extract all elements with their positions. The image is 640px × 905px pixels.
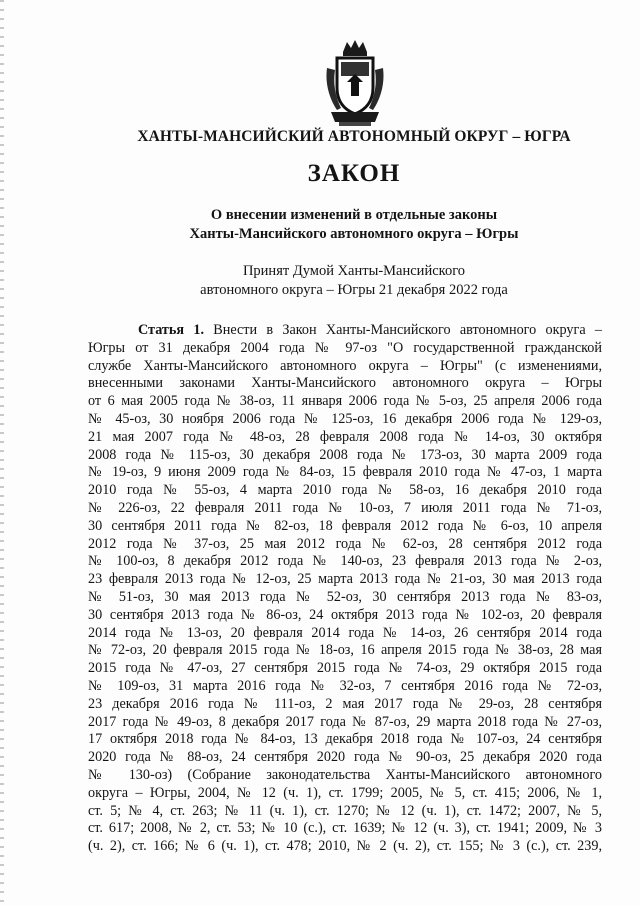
article-line: 23 декабря 2016 года № 111-оз, 2 мая 2017 года № 29-оз, 28 сентября (88, 695, 602, 712)
article-line: 23 февраля 2013 года № 12-оз, 25 марта 2013 года № 21-оз, 30 мая 2013 года (88, 571, 602, 588)
article-line: Югры от 31 декабря 2004 года № 97-оз "О государственной гражданской (88, 339, 602, 356)
article-line: от 6 мая 2005 года № 38-оз, 11 января 2006 года № 5-оз, 25 апреля 2006 года (88, 393, 602, 410)
article-line: 17 октября 2018 года № 84-оз, 13 декабря 2018 года № 107-оз, 24 сентября (88, 731, 602, 748)
article-line: службе Ханты-Мансийского автономного округа – Югры" (с изменениями, (88, 357, 602, 374)
article-lines (88, 340, 602, 856)
article-line: № 100-оз, 8 декабря 2012 года № 140-оз, 23 февраля 2013 года № 2-оз, (88, 553, 602, 570)
article-line: 2014 года № 13-оз, 20 февраля 2014 года № 14-оз, 26 сентября 2014 года (88, 624, 602, 641)
article-line: 30 сентября 2013 года № 86-оз, 24 октября 2013 года № 102-оз, 20 февраля (88, 606, 602, 623)
article-line: 30 сентября 2011 года № 82-оз, 18 февраля 2012 года № 6-оз, 10 апреля (88, 517, 602, 534)
article-line: № 51-оз, 30 мая 2013 года № 52-оз, 30 сентября 2013 года № 83-оз, (88, 588, 602, 605)
article-line: 2012 года № 37-оз, 25 мая 2012 года № 62-оз, 28 сентября 2012 года (88, 535, 602, 552)
region-heading: ХАНТЫ-МАНСИЙСКИЙ АВТОНОМНЫЙ ОКРУГ – ЮГРА (137, 128, 571, 145)
adoption-note (0, 262, 640, 300)
document-type-title: ЗАКОН (307, 160, 401, 187)
article-line: № 130-оз) (Собрание законодательства Ханты-Мансийского автономного (88, 766, 602, 783)
article-line: округа – Югры, 2004, № 12 (ч. 1), ст. 1799; 2005, № 5, ст. 415; 2006, № 1, (88, 784, 602, 801)
adoption-note-line: автономного округа – Югры 21 декабря 2022 года (200, 282, 508, 298)
article-1-text (88, 322, 602, 856)
article-label: Статья 1. (138, 322, 204, 338)
article-line: № 72-оз, 20 февраля 2015 года № 18-оз, 16 апреля 2015 года № 38-оз, 28 мая (88, 642, 602, 659)
article-line: 2015 года № 47-оз, 27 сентября 2015 года № 74-оз, 29 октября 2015 года (88, 660, 602, 677)
article-line: ст. 617; 2008, № 2, ст. 53; № 10 (с.), ст. 1639; № 12 (ч. 3), ст. 1941; 2009, № 3 (88, 820, 602, 837)
law-subject (0, 206, 640, 244)
article-line: № 226-оз, 22 февраля 2011 года № 10-оз, 7 июля 2011 года № 71-оз, (88, 499, 602, 516)
article-line: ст. 5; № 4, ст. 263; № 11 (ч. 1), ст. 1270; № 12 (ч. 1), ст. 1472; 2007, № 5, (88, 802, 602, 819)
article-line: № 45-оз, 30 ноября 2006 года № 125-оз, 16 декабря 2006 года № 129-оз, (88, 410, 602, 427)
article-line: № 19-оз, 9 июня 2009 года № 84-оз, 15 февраля 2010 года № 47-оз, 1 марта (88, 464, 602, 481)
article-first-line (88, 322, 602, 340)
coat-of-arms-icon (323, 38, 387, 128)
adoption-note-line: Принят Думой Ханты-Мансийского (242, 263, 466, 279)
law-subject-line: Ханты-Мансийского автономного округа – Югры (189, 226, 519, 242)
article-line: 2017 года № 49-оз, 8 декабря 2017 года № 87-оз, 29 марта 2018 года № 27-оз, (88, 713, 602, 730)
article-line: № 109-оз, 31 марта 2016 года № 32-оз, 7 сентября 2016 года № 72-оз, (88, 677, 602, 694)
article-line: 2008 года № 115-оз, 30 декабря 2008 года № 173-оз, 30 марта 2009 года (88, 446, 602, 463)
law-subject-line: О внесении изменений в отдельные законы (210, 207, 498, 223)
article-line: (ч. 2), ст. 166; № 6 (ч. 1), ст. 478; 2010, № 2 (ч. 2), ст. 155; № 3 (с.), ст. 239, (88, 838, 602, 855)
article-line: внесенными законами Ханты-Мансийского автономного округа – Югры (88, 375, 602, 392)
article-first-line-text: Внести в Закон Ханты-Мансийского автономного округа – (213, 322, 603, 338)
article-line: 2020 года № 88-оз, 24 сентября 2020 года № 90-оз, 25 декабря 2020 года (88, 749, 602, 766)
article-line: 21 мая 2007 года № 48-оз, 28 февраля 2008 года № 14-оз, 30 октября (88, 428, 602, 445)
article-line: 2010 года № 55-оз, 4 марта 2010 года № 58-оз, 16 декабря 2010 года (88, 482, 602, 499)
